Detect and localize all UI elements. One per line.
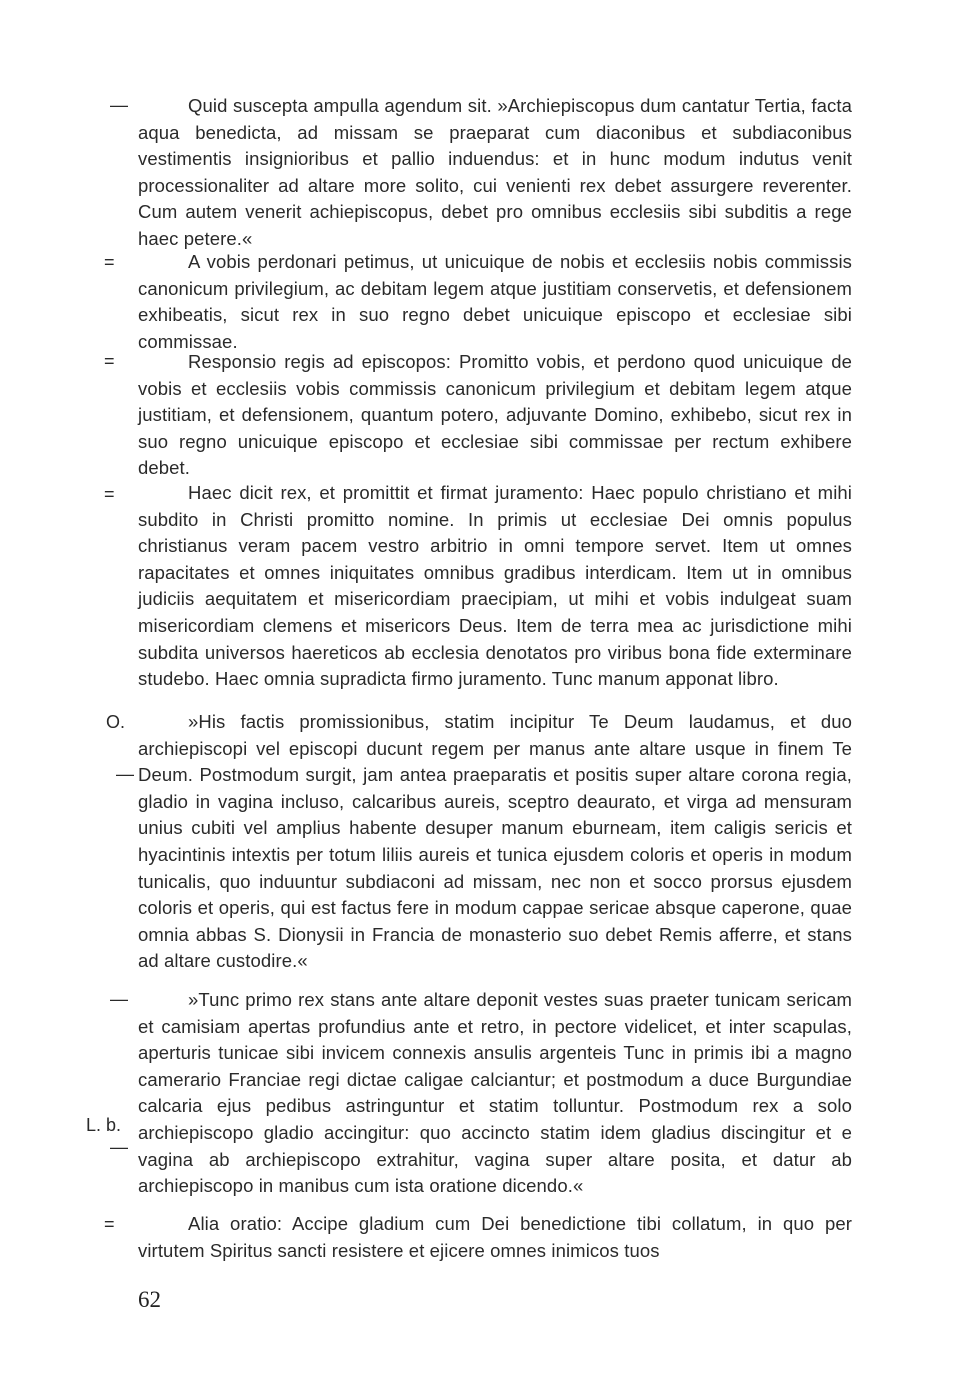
margin-mark: — <box>110 95 128 115</box>
margin-mark: — <box>110 1137 128 1157</box>
margin-mark: L. b. <box>86 1115 122 1135</box>
paragraph: A vobis perdonari petimus, ut unicuique de nobis et ecclesiis nobis commissis canonicum privilegium, ac debitam legem atque justitiam conservetis, et defensionem exhibeatis, sicut rex in suo regno debet unicuique episcopo et ecclesiae sibi commissae. <box>138 251 852 352</box>
paragraph: Haec dicit rex, et promittit et firmat juramento: Haec populo christiano et mihi subdito in Christi promitto nomine. In primis ut ecclesiae Dei omnis populus christianus veram pacem vestro arbitrio in omni tempore servet. Item ut omnes rapacitates et omnes iniquitates omnibus gradibus interdicam. Item ut in omnibus judiciis aequitatem et misericordiam praecipiam, ut mihi et vobis indulgeat suam misericordiam clemens et misericors Deus. Item de terra mea ac jurisdictione mihi subdita universos haereticos ab ecclesia denotatos pro viribus bona fide exterminare studebo. Haec omnia supradicta firmo juramento. Tunc manum apponat libro. <box>138 482 852 690</box>
margin-mark: = <box>104 252 115 272</box>
paragraph: »His factis promissionibus, statim incipitur Te Deum laudamus, et duo archiepiscopi vel episcopi ducunt regem per manus ante altare usque in finem Te Deum. Postmodum surgit, jam antea praeparatis et positis super altare corona regia, gladio in vagina incluso, calcaribus aureis, sceptro deaurato, et virga ad mensuram unius cubiti vel amplius habente desuper manum eburneam, item caligis sericis et hyacintinis intextis per totum liliis aureis et tunica ejusdem coloris et operis in modum tunicalis, quo induuntur subdiaconi ad missam, nec non et socco prorsus ejusdem coloris et operis, qui est factus fere in modum cappae sericae absque caperone, quae omnia abbas S. Dionysii in Francia de monasterio suo debet Remis afferre, et stans ad altare custodire.« <box>138 711 852 972</box>
paragraph: Quid suscepta ampulla agendum sit. »Archiepiscopus dum cantatur Tertia, facta aqua benedicta, ad missam se praeparat cum diaconibus et subdiaconibus vestimentis insignioribus et pallio induendus: et in hunc modum indutus venit processionaliter ad altare more solito, cui venienti rex debet assurgere reverenter. Cum autem venerit achiepiscopus, debet pro omnibus ecclesiis sibi subditis a rege haec petere.« <box>138 95 852 249</box>
margin-mark: = <box>104 351 115 371</box>
paragraph: »Tunc primo rex stans ante altare deponit vestes suas praeter tunicam sericam et camisiam apertas profundius ante et retro, in pectore videlicet, et inter scapulas, aperturis tunicae sibi invicem connexis ansulis argenteis Tunc in primis ibi a magno camerario Franciae regi dictae caligae calciantur; et postmodum a duce Burgundiae calcaria ejus pedibus astringuntur et statim tolluntur. Postmodum rex a solo archiepiscopo gladio accingitur: quo accincto statim idem gladius discingitur et e vagina ab archiepiscopo extrahitur, vagina super altare posita, et datur ab archiepiscopo in manibus cum ista oratione dicendo.« <box>138 989 852 1197</box>
page-number: 62 <box>138 1287 161 1312</box>
margin-mark: — <box>116 764 134 784</box>
margin-mark: — <box>110 989 128 1009</box>
margin-mark: = <box>104 1214 115 1234</box>
paragraph: Alia oratio: Accipe gladium cum Dei benedictione tibi collatum, in quo per virtutem Spiritus sancti resistere et ejicere omnes inimicos tuos <box>138 1213 852 1261</box>
margin-mark: = <box>104 484 115 504</box>
paragraph: Responsio regis ad episcopos: Promitto vobis, et perdono quod unicuique de vobis et ecclesiis vobis commissis canonicum privilegium et debitam legem atque justitiam, et defensionem, quantum potero, adjuvante Domino, exhibebo, sicut rex in suo regno unicuique episcopo et ecclesiae sibi commissae per rectum exhibere debet. <box>138 351 852 479</box>
margin-mark: O. <box>106 712 126 732</box>
